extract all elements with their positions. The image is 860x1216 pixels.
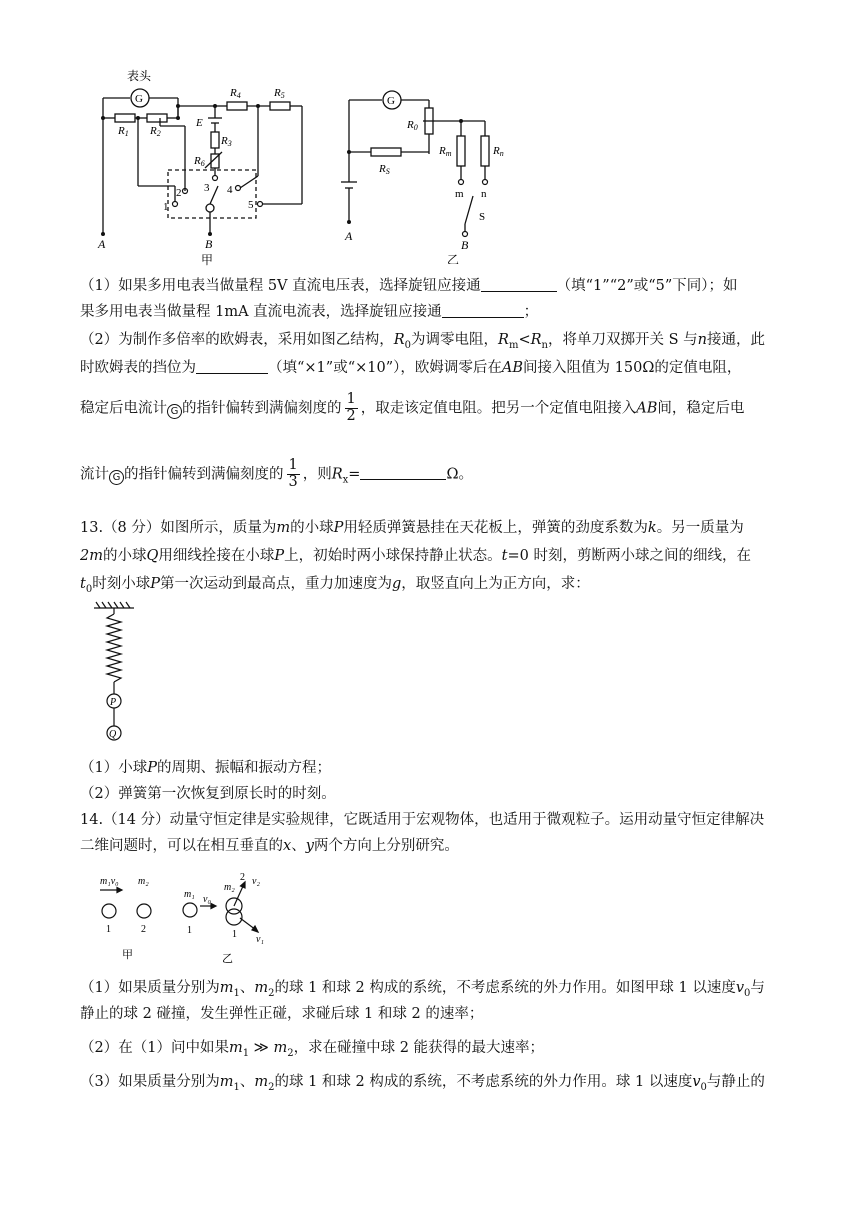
label-rn: Rn bbox=[493, 145, 504, 158]
fraction-half: $\frac{1}{2}$ bbox=[346, 391, 356, 424]
label-m2: m₂ bbox=[138, 876, 149, 887]
q14-line2: 二维问题时，可以在相互垂直的x、y两个方向上分别研究。 bbox=[80, 838, 459, 854]
answer-blank[interactable] bbox=[360, 464, 446, 480]
label-ball1: 1 bbox=[106, 924, 111, 935]
q12-part2-line2: 时欧姆表的挡位为 （填“×1”或“×10”），欧姆调零后在AB间接入阻值为 150Ω的定值电阻， bbox=[80, 356, 741, 377]
q12-part1-line2: 果多用电表当做量程 1mA 直流电流表，选择旋钮应接通 ； bbox=[80, 300, 538, 321]
q14-part3: （3）如果质量分别为$m_1$、$m_2$的球 1 和球 2 构成的系统，不考虑系统的外力作用。球 1 以速度$v_0$与静止的 bbox=[80, 1074, 765, 1093]
answer-blank[interactable] bbox=[481, 276, 557, 292]
circuit-figure-yi bbox=[335, 84, 515, 264]
caption-yi: 乙 bbox=[447, 253, 460, 264]
galvanometer-icon: G bbox=[109, 470, 124, 485]
label-r0: R0 bbox=[407, 119, 418, 132]
terminal-n: n bbox=[481, 188, 487, 200]
q13-line1: 13.（8 分）如图所示，质量为m的小球P用轻质弹簧悬挂在天花板上，弹簧的劲度系数为k。另一质量为 bbox=[80, 520, 744, 536]
label-v2: v₂ bbox=[252, 876, 260, 887]
label-e: E bbox=[196, 117, 203, 129]
galvanometer-icon: G bbox=[167, 404, 182, 419]
label-rm: Rm bbox=[439, 145, 452, 158]
terminal-a: A bbox=[345, 229, 353, 243]
label-r6: R6 bbox=[194, 155, 205, 168]
label-v1: v₁ bbox=[256, 934, 264, 945]
q13-line3: $t_0$时刻小球P第一次运动到最高点，重力加速度为g，取竖直向上为正方向，求： bbox=[80, 576, 590, 595]
answer-blank[interactable] bbox=[196, 358, 268, 374]
meter-g: G bbox=[387, 95, 395, 107]
q14-part1-line2: 静止的球 2 碰撞，发生弹性正碰，求碰后球 1 和球 2 的速率； bbox=[80, 1006, 484, 1022]
label-one: 1 bbox=[187, 925, 192, 936]
label-ball2: 2 bbox=[141, 924, 146, 935]
q12-part2-line3: 稳定后电流计 G 的指针偏转到满偏刻度的 $\frac{1}{2}$ ，取走该定值电阻。把另一个定值电阻接入AB间，稳定后电 bbox=[80, 391, 745, 424]
q13-sub1: （1）小球P的周期、振幅和振动方程； bbox=[80, 760, 331, 776]
fraction-third: $\frac{1}{3}$ bbox=[288, 457, 298, 490]
q12-part2-line4: 流计 G 的指针偏转到满偏刻度的 $\frac{1}{3}$ ，则$R_x= \Omega$。 bbox=[80, 457, 473, 490]
label-m2-after: m₂ bbox=[224, 882, 235, 893]
q14-part1-line1: （1）如果质量分别为$m_1$、$m_2$的球 1 和球 2 构成的系统，不考虑系统的外力作用。如图甲球 1 以速度$v_0$与 bbox=[80, 980, 765, 999]
spring-figure bbox=[90, 600, 140, 750]
switch-s: S bbox=[479, 211, 486, 223]
ball-q: Q bbox=[109, 729, 117, 740]
label-m1v0: m₁v₀ bbox=[100, 876, 119, 887]
caption-jia: 甲 bbox=[122, 949, 133, 961]
terminal-b: B bbox=[461, 238, 469, 252]
answer-blank[interactable] bbox=[442, 302, 524, 318]
label-r1: R1 bbox=[118, 125, 129, 138]
label-v0: v₀ bbox=[203, 894, 211, 905]
q12-part2-line1: （2）为制作多倍率的欧姆表，采用如图乙结构，$R_0$为调零电阻，$R_m<R_n$，将单刀双掷开关 S 与n接通，此 bbox=[80, 332, 765, 351]
terminal-3: 3 bbox=[204, 182, 210, 194]
q12-part1-line1: （1）如果多用电表当做量程 5V 直流电压表，选择旋钮应接通 （填“1”“2”或“5”下同）；如 bbox=[80, 274, 738, 295]
circuit-figure-jia bbox=[90, 66, 310, 266]
q13-line2: 2m的小球Q用细线拴接在小球P上，初始时两小球保持静止状态。t=0 时刻，剪断两小球之间的细线，在 bbox=[80, 548, 751, 564]
ball-p: P bbox=[110, 697, 117, 708]
q14-part2: （2）在（1）问中如果$m_1$ ≫ $m_2$，求在碰撞中球 2 能获得的最大速率； bbox=[80, 1040, 545, 1059]
caption-yi: 乙 bbox=[222, 953, 233, 965]
label-two: 2 bbox=[240, 872, 245, 883]
terminal-1: 1 bbox=[163, 201, 169, 213]
meter-g: G bbox=[135, 93, 143, 105]
terminal-m: m bbox=[455, 188, 464, 200]
label-one-after: 1 bbox=[232, 929, 237, 940]
q13-sub2: （2）弹簧第一次恢复到原长时的时刻。 bbox=[80, 786, 336, 802]
q14-line1: 14.（14 分）动量守恒定律是实验规律，它既适用于宏观物体，也适用于微观粒子。运用动量守恒定律解决 bbox=[80, 812, 765, 828]
terminal-b: B bbox=[205, 237, 213, 251]
collision-figure bbox=[92, 866, 292, 966]
caption-jia: 甲 bbox=[201, 253, 214, 266]
label-r4: R4 bbox=[230, 87, 241, 100]
terminal-2: 2 bbox=[176, 187, 182, 199]
label-rs: RS bbox=[379, 163, 390, 176]
terminal-5: 5 bbox=[248, 199, 254, 211]
terminal-4: 4 bbox=[227, 184, 233, 196]
label-header: 表头 bbox=[127, 69, 152, 83]
terminal-a: A bbox=[98, 237, 106, 251]
label-r2: R2 bbox=[150, 125, 161, 138]
label-r3: R3 bbox=[221, 135, 232, 148]
label-r5: R5 bbox=[274, 87, 285, 100]
label-m1: m₁ bbox=[184, 889, 195, 900]
